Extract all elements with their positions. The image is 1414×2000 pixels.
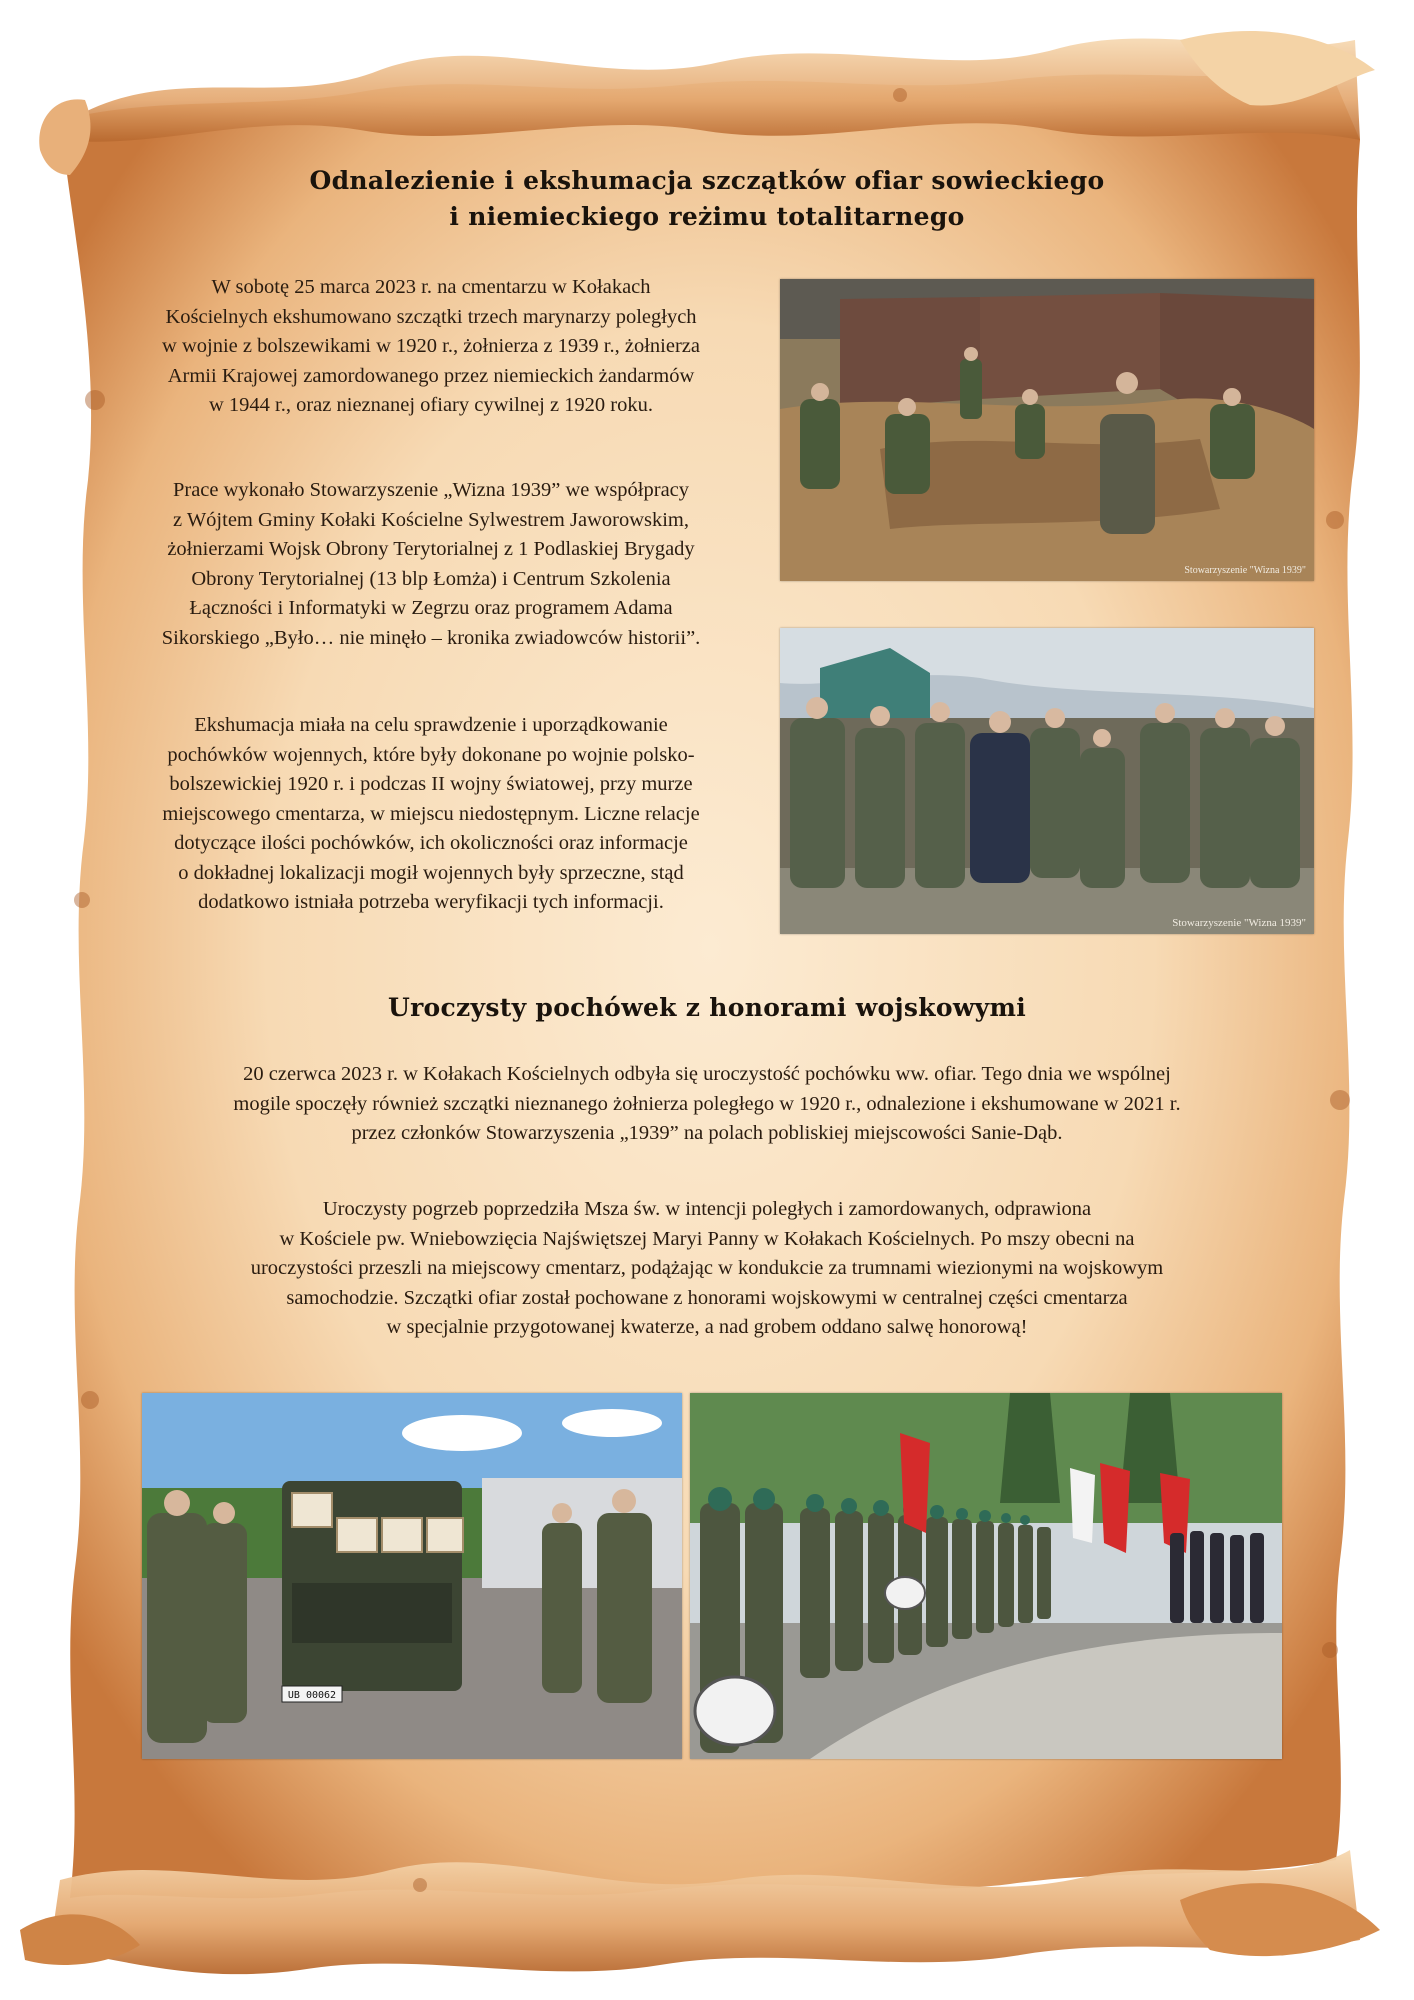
- text-line: dotyczące ilości pochówków, ich okoliczności oraz informacje: [174, 832, 688, 854]
- text-line: samochodzie. Szczątki ofiar został pochowane z honorami wojskowymi w centralnej części cmentarza: [286, 1286, 1128, 1309]
- section-1-title-line-2: i niemieckiego reżimu totalitarnego: [449, 202, 965, 231]
- photo-group-portrait-illustration: [780, 628, 1314, 934]
- text-line: bolszewickiej 1920 r. i podczas II wojny światowej, przy murze: [169, 773, 693, 795]
- text-line: o dokładnej lokalizacji mogił wojennych były sprzeczne, stąd: [178, 861, 684, 884]
- photo-military-vehicle-illustration: [142, 1393, 682, 1759]
- section-2-paragraph-2: [110, 1195, 1304, 1343]
- photo-exhumation-work-illustration: [780, 279, 1314, 581]
- text-line: W sobotę 25 marca 2023 r. na cmentarzu w Kołakach: [211, 276, 651, 298]
- section-1-title-line-1: Odnalezienie i ekshumacja szczątków ofiar sowieckiego: [309, 166, 1105, 195]
- text-line: Łączności i Informatyki w Zegrzu oraz programem Adama: [189, 597, 673, 619]
- photo-exhumation-work: [780, 279, 1314, 581]
- photo-1-credit: Stowarzyszenie "Wizna 1939": [1184, 565, 1306, 576]
- license-plate: UB 00062: [287, 1690, 337, 1701]
- text-line: z Wójtem Gminy Kołaki Kościelne Sylwestrem Jaworowskim,: [172, 508, 690, 531]
- text-line: w specjalnie przygotowanej kwaterze, a nad grobem oddano salwę honorową!: [386, 1316, 1028, 1338]
- text-line: 20 czerwca 2023 r. w Kołakach Kościelnych odbyła się uroczystość pochówku ww. ofiar. Tego dnia we wspólnej: [243, 1063, 1171, 1085]
- text-line: dodatkowo istniała potrzeba weryfikacji tych informacji.: [198, 891, 664, 913]
- section-1-paragraph-3: [92, 711, 770, 918]
- text-line: Ekshumacja miała na celu sprawdzenie i uporządkowanie: [194, 714, 668, 736]
- section-1-paragraph-2: [92, 476, 770, 653]
- text-line: pochówków wojennych, które były dokonane po wojnie polsko-: [167, 743, 695, 766]
- text-line: Kościelnych ekshumowano szczątki trzech marynarzy poległych: [165, 305, 697, 328]
- photo-group-portrait: [780, 628, 1314, 934]
- text-line: miejscowego cmentarza, w miejscu niedostępnym. Liczne relacje: [162, 802, 700, 825]
- photo-honor-guard-formation: [690, 1393, 1282, 1759]
- text-line: Prace wykonało Stowarzyszenie „Wizna 1939” we współpracy: [172, 479, 690, 501]
- section-1-title: [200, 163, 1214, 235]
- text-line: Sikorskiego „Było… nie minęło – kronika zwiadowców historii”.: [161, 626, 701, 649]
- text-line: przez członków Stowarzyszenia „1939” na polach pobliskiej miejscowości Sanie-Dąb.: [351, 1122, 1063, 1144]
- text-line: żołnierzami Wojsk Obrony Terytorialnej z 1 Podlaskiej Brygady: [167, 538, 695, 560]
- text-line: Uroczysty pogrzeb poprzedziła Msza św. w intencji poległych i zamordowanych, odprawiona: [322, 1198, 1092, 1220]
- text-line: uroczystości przeszli na miejscowy cmentarz, podążając w kondukcie za trumnami wiezionymi na wojskowym: [250, 1257, 1164, 1279]
- section-2-paragraph-1: [110, 1060, 1304, 1149]
- text-line: Armii Krajowej zamordowanego przez niemieckich żandarmów: [167, 364, 695, 387]
- photo-military-vehicle-coffins: [142, 1393, 682, 1759]
- text-line: mogile spoczęły również szczątki nieznanego żołnierza poległego w 1920 r., odnalezione i ekshumowane w 2021 r.: [233, 1092, 1181, 1115]
- text-line: w 1944 r., oraz nieznanej ofiary cywilnej z 1920 roku.: [208, 394, 654, 416]
- photo-honor-guard-illustration: [690, 1393, 1282, 1759]
- text-line: Obrony Terytorialnej (13 blp Łomża) i Centrum Szkolenia: [191, 567, 671, 590]
- text-line: w Kościele pw. Wniebowzięcia Najświętszej Maryi Panny w Kołakach Kościelnych. Po mszy obecni na: [279, 1227, 1135, 1250]
- text-line: w wojnie z bolszewikami w 1920 r., żołnierza z 1939 r., żołnierza: [162, 335, 700, 357]
- photo-2-credit: Stowarzyszenie "Wizna 1939": [1172, 917, 1306, 929]
- section-2-title: Uroczysty pochówek z honorami wojskowymi: [387, 993, 1027, 1022]
- section-1-paragraph-1: [92, 273, 770, 421]
